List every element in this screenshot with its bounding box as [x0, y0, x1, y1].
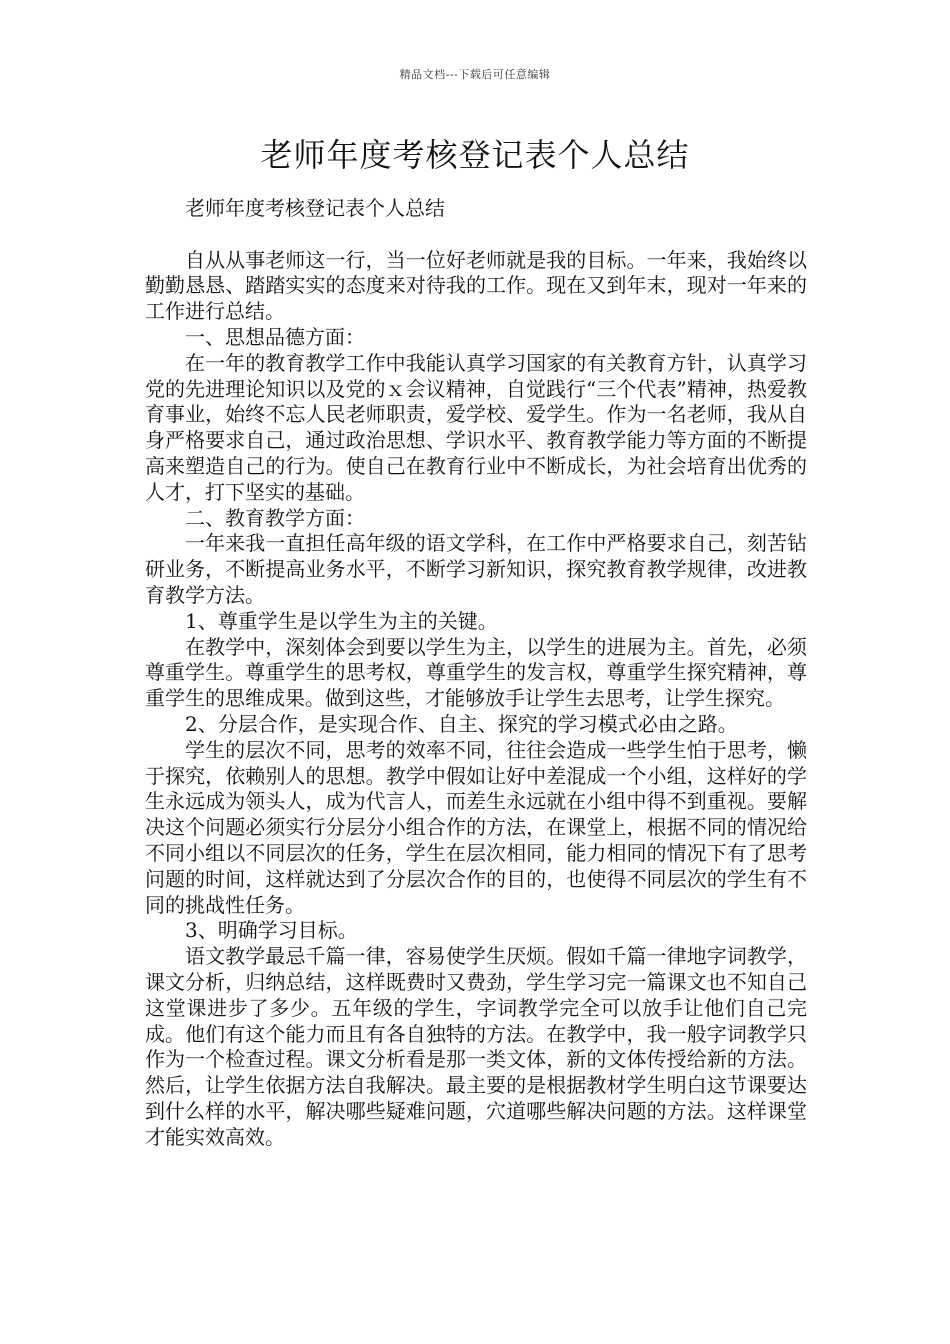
paragraph-teaching: 一年来我一直担任高年级的语文学科，在工作中严格要求自己，刻苦钻研业务，不断提高业务水平，不断学习新知识，探究教育教学规律，改进教育教学方法。: [145, 531, 807, 607]
subheading-layered-cooperation: 2、分层合作，是实现合作、自主、探究的学习模式必由之路。: [185, 711, 738, 736]
document-title: 老师年度考核登记表个人总结: [260, 136, 690, 174]
subheading-learning-goals: 3、明确学习目标。: [185, 918, 358, 943]
page-header-note: 精品文档---下载后可任意编辑: [399, 68, 551, 81]
document-body: [145, 196, 807, 1150]
paragraph-layered-cooperation: 学生的层次不同，思考的效率不同，往往会造成一些学生怕于思考，懒于探究，依赖别人的思想。教学中假如让好中差混成一个小组，这样好的学生永远成为领头人，成为代言人，而差生永远就在小组中得不到重视。要解决这个问题必须实行分层分小组合作的方法，在课堂上，根据不同的情况给不同小组以不同层次的任务，学生在层次相同，能力相同的情况下有了思考问题的时间，这样就达到了分层次合作的目的，也使得不同层次的学生有不同的挑战性任务。: [145, 737, 807, 917]
paragraph-intro: 自从从事老师这一行，当一位好老师就是我的目标。一年来，我始终以勤勤恳恳、踏踏实实的态度来对待我的工作。现在又到年末，现对一年来的工作进行总结。: [145, 247, 807, 324]
subheading-respect-students: 1、尊重学生是以学生为主的关键。: [185, 608, 498, 633]
paragraph-ideology: 在一年的教育教学工作中我能认真学习国家的有关教育方针，认真学习党的先进理论知识以及党的ｘ会议精神，自觉践行“三个代表”精神，热爱教育事业，始终不忘人民老师职责，爱学校、爱学生。作为一名老师，我从自身严格要求自己，通过政治思想、学识水平、教育教学能力等方面的不断提高来塑造自己的行为。使自己在教育行业中不断成长，为社会培育出优秀的人才，打下坚实的基础。: [145, 350, 807, 504]
paragraph-respect-students: 在教学中，深刻体会到要以学生为主，以学生的进展为主。首先，必须尊重学生。尊重学生的思考权，尊重学生的发言权，尊重学生探究精神，尊重学生的思维成果。做到这些，才能够放手让学生去思考，让学生探究。: [145, 634, 807, 711]
document-subtitle: 老师年度考核登记表个人总结: [185, 196, 445, 220]
paragraph-learning-goals: 语文教学最忌千篇一律，容易使学生厌烦。假如千篇一律地字词教学，课文分析，归纳总结，这样既费时又费劲，学生学习完一篇课文也不知自己这堂课进步了多少。五年级的学生，字词教学完全可以放手让他们自己完成。他们有这个能力而且有各自独特的方法。在教学中，我一般字词教学只作为一个检查过程。课文分析看是那一类文体，新的文体传授给新的方法。然后，让学生依据方法自我解决。最主要的是根据教材学生明白这节课要达到什么样的水平，解决哪些疑难问题，穴道哪些解决问题的方法。这样课堂才能实效高效。: [145, 944, 807, 1149]
section-heading-ideology: 一、思想品德方面：: [185, 324, 365, 349]
section-heading-teaching: 二、教育教学方面：: [185, 505, 365, 530]
